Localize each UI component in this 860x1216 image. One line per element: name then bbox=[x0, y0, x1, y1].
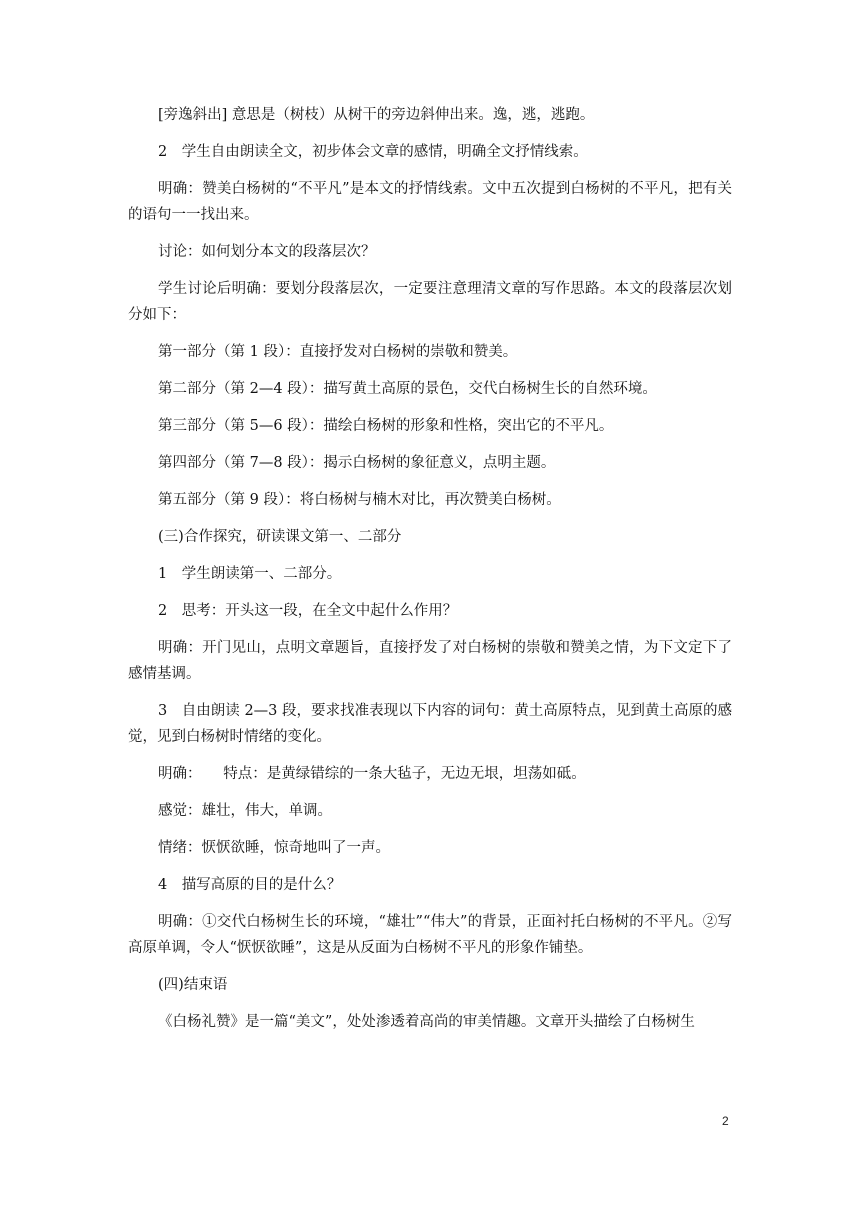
paragraph-step-2-reading: 2 学生自由朗读全文，初步体会文章的感情，明确全文抒情线索。 bbox=[158, 144, 588, 160]
paragraph-part-5: 第五部分（第 9 段）：将白杨树与楠木对比，再次赞美白杨树。 bbox=[158, 492, 561, 508]
paragraph-step-1-read: 1 学生朗读第一、二部分。 bbox=[158, 566, 342, 582]
paragraph-note-pangyi: [旁逸斜出] 意思是（树枝）从树干的旁边斜伸出来。逸，逃，逃跑。 bbox=[158, 107, 595, 123]
paragraph-clue-answer: 明确：赞美白杨树的“不平凡”是本文的抒情线索。文中五次提到白杨树的不平凡，把有关的语句一一找出来。 bbox=[128, 181, 732, 223]
section-heading-3: (三)合作探究，研读课文第一、二部分 bbox=[158, 529, 402, 545]
paragraph-step-4-question: 4 描写高原的目的是什么？ bbox=[158, 877, 342, 893]
paragraph-discussion: 讨论：如何划分本文的段落层次？ bbox=[158, 244, 376, 260]
paragraph-purpose-answer: 明确：①交代白杨树生长的环境，“雄壮”“伟大”的背景，正面衬托白杨树的不平凡。②写高原单调，令人“恹恹欲睡”，这是从反面为白杨树不平凡的形象作铺垫。 bbox=[128, 914, 732, 956]
paragraph-structure-intro: 学生讨论后明确：要划分段落层次，一定要注意理清文章的写作思路。本文的段落层次划分如下： bbox=[128, 281, 732, 323]
paragraph-step-3-read: 3 自由朗读 2—3 段，要求找准表现以下内容的词句：黄土高原特点，见到黄土高原的感觉，见到白杨树时情绪的变化。 bbox=[128, 703, 732, 745]
paragraph-step-2-think: 2 思考：开头这一段，在全文中起什么作用？ bbox=[158, 603, 458, 619]
paragraph-opening-answer: 明确：开门见山，点明文章题旨，直接抒发了对白杨树的崇敬和赞美之情，为下文定下了感情基调。 bbox=[128, 640, 732, 682]
paragraph-part-4: 第四部分（第 7—8 段）：揭示白杨树的象征意义，点明主题。 bbox=[158, 455, 556, 471]
paragraph-feeling: 感觉：雄壮，伟大，单调。 bbox=[158, 803, 332, 819]
paragraph-part-1: 第一部分（第 1 段）：直接抒发对白杨树的崇敬和赞美。 bbox=[158, 344, 518, 360]
page-number: 2 bbox=[722, 1114, 729, 1128]
paragraph-conclusion: 《白杨礼赞》是一篇“美文”，处处渗透着高尚的审美情趣。文章开头描绘了白杨树生 bbox=[158, 1014, 695, 1030]
page-body bbox=[128, 102, 732, 1046]
paragraph-part-2: 第二部分（第 2—4 段）：描写黄土高原的景色，交代白杨树生长的自然环境。 bbox=[158, 381, 657, 397]
paragraph-emotion: 情绪：恹恹欲睡，惊奇地叫了一声。 bbox=[158, 840, 390, 856]
paragraph-part-3: 第三部分（第 5—6 段）：描绘白杨树的形象和性格，突出它的不平凡。 bbox=[158, 418, 614, 434]
paragraph-features: 明确： 特点：是黄绿错综的一条大毡子，无边无垠，坦荡如砥。 bbox=[158, 766, 586, 782]
section-heading-4: (四)结束语 bbox=[158, 977, 228, 993]
